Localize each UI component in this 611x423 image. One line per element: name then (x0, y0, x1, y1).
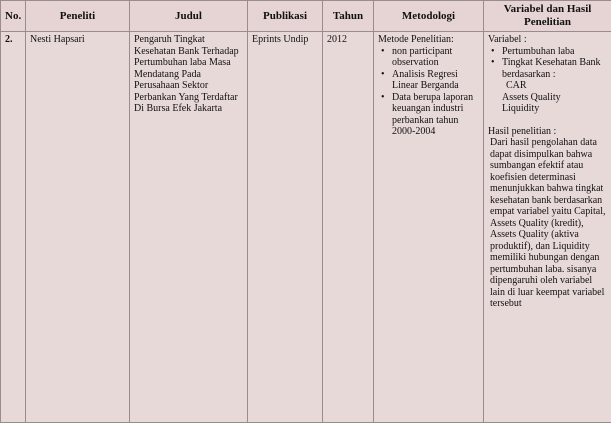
hasil-heading: Hasil penelitian : (488, 125, 557, 137)
cell-variabel (484, 32, 611, 423)
cell-metodologi (374, 32, 484, 423)
variabel-item: • Pertumbuhan laba (488, 46, 607, 58)
metodologi-item: • non participant observation (378, 46, 479, 69)
variabel-sub-item: Liquidity (502, 103, 540, 114)
cell-no: 2. (1, 32, 26, 423)
header-metodologi: Metodologi (374, 1, 484, 32)
variabel-item: • Tingkat Kesehatan Bank berdasarkan : (488, 57, 607, 80)
cell-peneliti: Nesti Hapsari (26, 32, 130, 423)
header-judul: Judul (130, 1, 248, 32)
header-tahun: Tahun (323, 1, 374, 32)
metodologi-heading: Metode Penelitian: (378, 34, 454, 45)
variabel-sub-item: CAR (506, 80, 527, 91)
table-row (1, 32, 611, 423)
header-publikasi: Publikasi (248, 1, 323, 32)
cell-tahun: 2012 (323, 32, 374, 423)
variabel-heading: Variabel : (488, 34, 527, 45)
variabel-list (488, 46, 607, 81)
metodologi-list (378, 46, 479, 138)
header-variabel: Variabel dan Hasil Penelitian (484, 1, 611, 32)
header-peneliti: Peneliti (26, 1, 130, 32)
variabel-sub-item: Assets Quality (502, 91, 561, 103)
metodologi-item: • Data berupa laporan keuangan industri perbankan tahun 2000-2004 (378, 92, 479, 138)
hasil-text: Dari hasil pengolahan data dapat disimpulkan bahwa sumbangan efektif atau koefisien determinasi menunjukkan bahwa tingkat kesehatan bank berdasarkan empat variabel yaitu Capital, Assets Quality (kredit), Assets Quality (aktiva produktif), dan Liquidity memiliki hubungan dengan pertumbuhan laba. sisanya dipengaruhi oleh variabel lain di luar keempat variabel tersebut (490, 137, 606, 309)
metodologi-item: • Analisis Regresi Linear Berganda (378, 69, 479, 92)
header-row (1, 1, 611, 32)
header-no: No. (1, 1, 26, 32)
cell-judul: Pengaruh Tingkat Kesehatan Bank Terhadap Pertumbuhan laba Masa Mendatang Pada Perusahaan Sektor Perbankan Yang Terdaftar Di Bursa Efek Jakarta (130, 32, 248, 423)
cell-publikasi: Eprints Undip (248, 32, 323, 423)
